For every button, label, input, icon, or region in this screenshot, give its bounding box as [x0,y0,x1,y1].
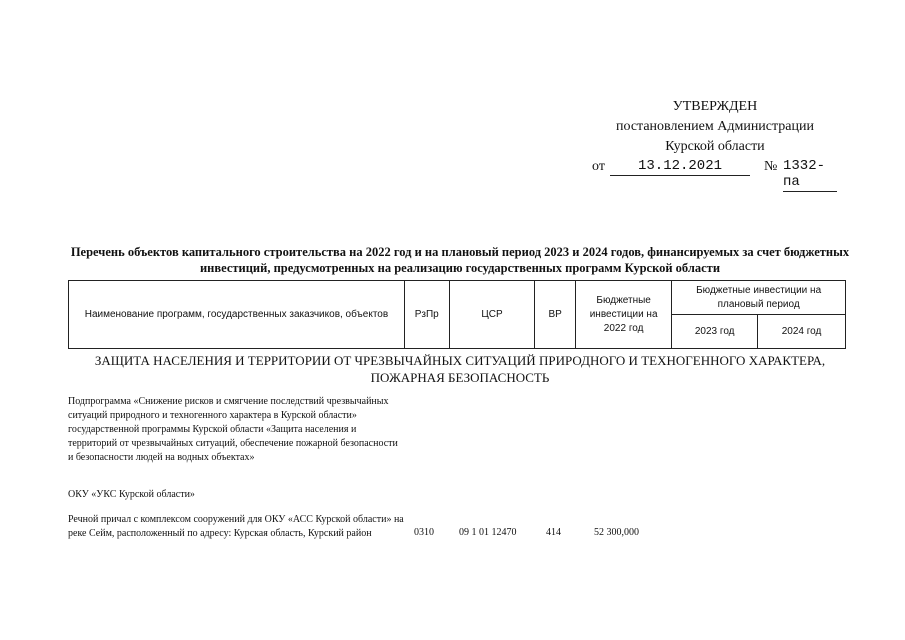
header-budget-2022: Бюджетные инвестиции на 2022 год [575,281,671,349]
subprogram-text: Подпрограмма «Снижение рисков и смягчение последствий чрезвычайных ситуаций природного и техногенного характера в Курской области» государственной программы Курской области «Защита населения и территорий от чрезвычайных ситуаций, обеспечение пожарной безопасности и безопасности людей на водных объектах» [68,396,398,463]
approval-line-2: постановлением Администрации [616,119,814,134]
date-prefix: от [592,159,605,174]
header-vr: ВР [535,281,576,349]
header-2023: 2023 год [672,315,758,349]
section-title: ЗАЩИТА НАСЕЛЕНИЯ И ТЕРРИТОРИИ ОТ ЧРЕЗВЫЧАЙНЫХ СИТУАЦИЙ ПРИРОДНОГО И ТЕХНОГЕННОГО ХАРАКТЕРА, ПОЖАРНАЯ БЕЗОПАСНОСТЬ [94,353,826,385]
header-rzpr: РзПр [404,281,449,349]
header-planned-period: Бюджетные инвестиции на плановый период [672,281,846,315]
approval-block [560,97,870,157]
header-name: Наименование программ, государственных заказчиков, объектов [69,281,405,349]
object-csr: 09 1 01 12470 [459,527,517,538]
approval-date-row [592,158,882,190]
number-prefix: № [764,159,778,174]
header-2024: 2024 год [758,315,846,349]
approval-title: УТВЕРЖДЕН [672,99,758,114]
header-csr: ЦСР [449,281,535,349]
table-header [68,280,846,349]
object-budget-2022: 52 300,000 [594,527,639,538]
document-title: Перечень объектов капитального строительства на 2022 год и на плановый период 2023 и 2024 годов, финансируемых за счет бюджетных инвестиций, предусмотренных на реализацию государственных программ Курской области [70,245,850,275]
approval-line-3: Курской области [665,139,765,154]
object-rzpr: 0310 [414,527,434,538]
object-name: Речной причал с комплексом сооружений для ОКУ «АСС Курской области» на реке Сейм, расположенный по адресу: Курская область, Курский район [68,514,404,539]
customer-name: ОКУ «УКС Курской области» [68,489,195,500]
object-vr: 414 [546,527,561,538]
approval-number: 1332-па [783,158,837,192]
approval-date: 13.12.2021 [610,158,750,176]
